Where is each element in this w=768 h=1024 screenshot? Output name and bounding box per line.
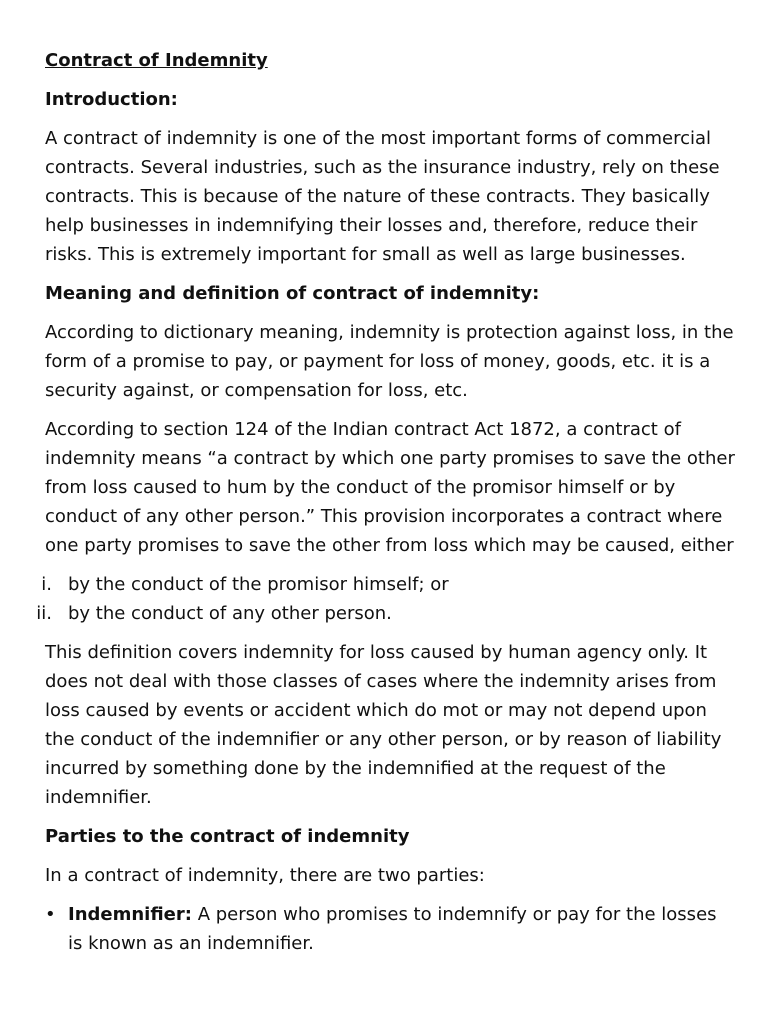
roman-numeral-list <box>36 570 735 628</box>
dictionary-meaning-paragraph: According to dictionary meaning, indemnity is protection against loss, in the form of a promise to pay, or payment for loss of money, goods, etc. it is a security against, or compensation for loss, etc. <box>45 322 734 401</box>
parties-paragraph: In a contract of indemnity, there are two parties: <box>45 865 485 886</box>
parties-bullet-list <box>45 900 735 958</box>
bullet-term: Indemnifier: <box>68 904 192 925</box>
list-item <box>41 570 735 599</box>
bullet-icon: • <box>45 904 56 925</box>
definition-scope-paragraph: This definition covers indemnity for loss caused by human agency only. It does not deal with those classes of cases where the indemnity arises from loss caused by events or accident which do mot or may not depend upon the conduct of the indemnifier or any other person, or by reason of liability incurred by something done by the indemnified at the request of the indemnifier. <box>45 642 722 808</box>
introduction-heading: Introduction: <box>45 89 178 110</box>
document-page <box>36 46 735 958</box>
list-marker: ii. <box>36 603 52 624</box>
document-title: Contract of Indemnity <box>45 50 268 71</box>
meaning-heading: Meaning and definition of contract of indemnity: <box>45 283 540 304</box>
list-item-text: by the conduct of any other person. <box>68 603 392 624</box>
list-item-text: by the conduct of the promisor himself; or <box>68 574 449 595</box>
parties-heading: Parties to the contract of indemnity <box>45 826 410 847</box>
section-124-paragraph: According to section 124 of the Indian contract Act 1872, a contract of indemnity means “a contract by which one party promises to save the other from loss caused to hum by the conduct of the promisor himself or by conduct of any other person.” This provision incorporates a contract where one party promises to save the other from loss which may be caused, either <box>45 419 735 556</box>
list-marker: i. <box>41 574 52 595</box>
introduction-paragraph: A contract of indemnity is one of the most important forms of commercial contracts. Several industries, such as the insurance industry, rely on these contracts. This is because of the nature of these contracts. They basically help businesses in indemnifying their losses and, therefore, reduce their risks. This is extremely important for small as well as large businesses. <box>45 128 720 265</box>
bullet-text: A person who promises to indemnify or pay for the losses is known as an indemnifier. <box>68 904 717 954</box>
list-item <box>45 900 735 958</box>
list-item <box>36 599 735 628</box>
